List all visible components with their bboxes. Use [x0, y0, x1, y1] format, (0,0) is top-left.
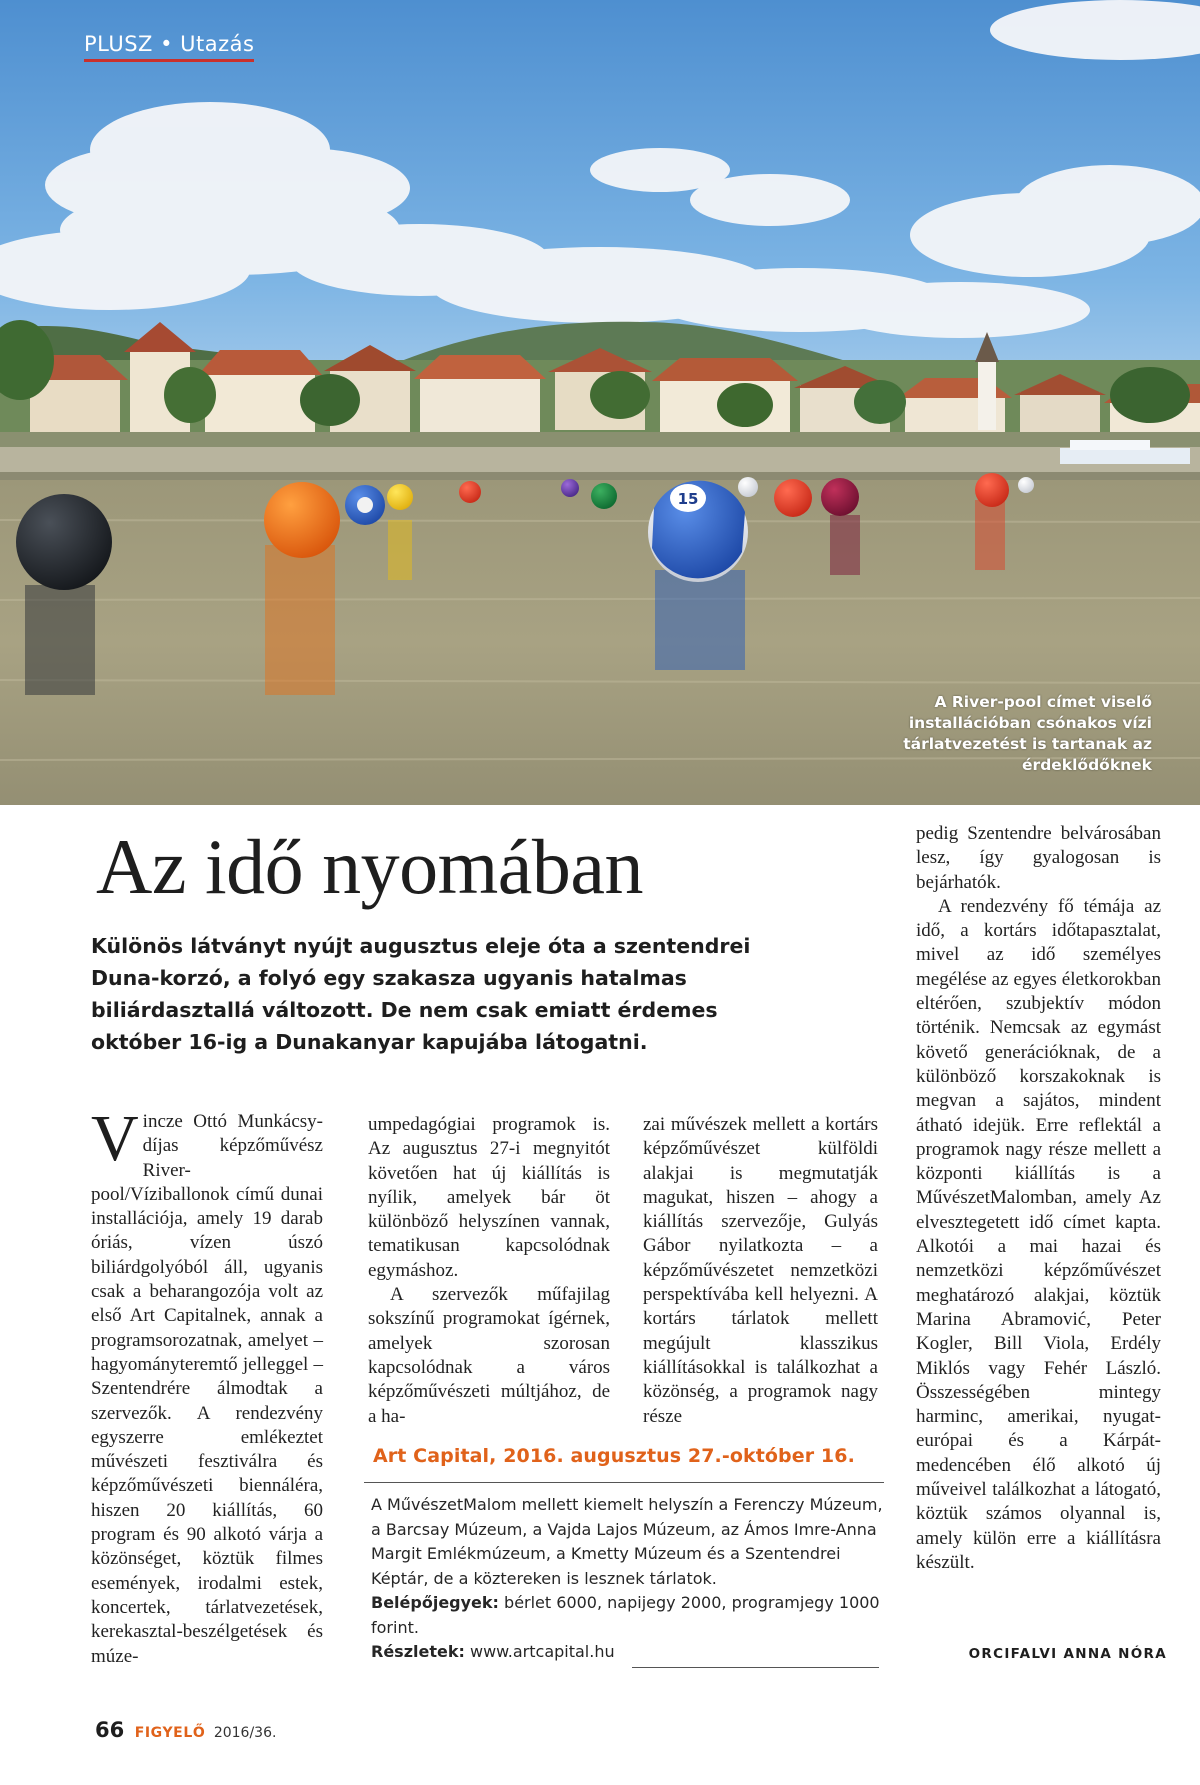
infobox-top-rule: [364, 1482, 884, 1483]
tickets-value: bérlet 6000, napijegy 2000, programjegy 1000 forint.: [371, 1593, 880, 1637]
photo-caption: A River-pool címet viselő installációban csónakos vízi tárlatvezetést is tartanak az érdeklődőknek: [903, 693, 1152, 774]
infobox-bottom-rule: [632, 1667, 879, 1668]
drop-cap: V: [91, 1102, 139, 1175]
magazine-name: FIGYELŐ: [134, 1725, 206, 1741]
ticket-info: [371, 1591, 884, 1640]
event-title: Art Capital, 2016. augusztus 27.-október 16.: [373, 1445, 855, 1467]
article-title: Az idő nyomában: [96, 823, 644, 910]
author-byline: ORCIFALVI ANNA NÓRA: [968, 1646, 1167, 1662]
paragraph: zai művészek mellett a kortárs képzőművészet külföldi alakjai is megmutatják magukat, hiszen – ahogy a kiállítás szervezője, Gulyás Gábor nyilatkozta – a képzőművészetet nemzetközi perspektívába kell helyezni. A kortárs tárlatok mellett megújult klasszikus kiállításokkal is találkozhat a közönség, a programok nagy része: [643, 1114, 878, 1427]
paragraph: pedig Szentendre belvárosában lesz, így gyalogosan is bejárhatók.: [916, 823, 1161, 893]
body-column-2: [368, 1113, 610, 1429]
paragraph: umpedagógiai programok is. Az augusztus 27-i megnyitót követően hat új kiállítás is nyílik, amelyek bár öt különböző helyszínen vannak, tematikusan kapcsolódnak egymáshoz.: [368, 1114, 610, 1281]
issue-number: 2016/36.: [213, 1725, 277, 1741]
paragraph: A szervezők műfajilag sokszínű programokat ígérnek, amelyek szorosan kapcsolódnak a város képzőművészeti múltjához, de a ha-: [368, 1284, 610, 1427]
page-footer: [95, 1718, 276, 1742]
info-box: [371, 1493, 884, 1665]
section-label: PLUSZ • Utazás: [84, 32, 254, 62]
body-column-1: [91, 1102, 323, 1669]
river-pool-photo: [0, 0, 1200, 805]
details-info: [371, 1640, 884, 1665]
tickets-label: Belépőjegyek:: [371, 1593, 499, 1612]
info-text: A MűvészetMalom mellett kiemelt helyszín a Ferenczy Múzeum, a Barcsay Múzeum, a Vajda Lajos Múzeum, az Ámos Imre-Anna Margit Emlékmúzeum, a Kmetty Múzeum és a Szentendrei Képtár, de a köztereken is lesznek tárlatok.: [371, 1495, 883, 1588]
page-number: 66: [95, 1718, 125, 1742]
website-link[interactable]: www.artcapital.hu: [469, 1642, 615, 1661]
paragraph: A rendezvény fő témája az idő, a kortárs időtapasztalat, mivel az idő személyes megélése az egyes életkorokban eltérően, szubjektív módon történik. Nemcsak az egymást követő generációknak, de a különböző korszakoknak is megvan a sajátos, mindent átható idejük. Erre reflektál a programok nagy része mellett a központi kiállítás is a MűvészetMalomban, amely Az elvesztegetett idő címet kapta. Alkotói a mai hazai és nemzetközi képzőművészet meghatározó alakjai, köztük Marina Abramović, Peter Kogler, Bill Viola, Erdély Miklós vagy Fehér László. Összességében mintegy harminc, amerikai, nyugat-európai és a Kárpát-medencében élő alkotó új műveivel találkozhat a látogató, köztük számos olyannal is, amely külön erre a kiállításra készült.: [916, 895, 1161, 1573]
body-column-3: [643, 1113, 878, 1429]
paragraph: incze Ottó Munkácsy-díjas képzőművész River-pool/Víziballonok című dunai installációja, amely 19 darab óriás, vízen úszó biliárdgolyóból áll, ugyanis csak a beharangozója volt az első Art Capitalnek, annak a programsorozatnak, amelyet – hagyományteremtő jelleggel – Szentendrére álmodtak a szervezők. A rendezvény egyszerre emlékeztet művészeti fesztiválra és képzőművészeti biennáléra, hiszen 20 kiállítás, 60 program és 90 alkotó várja a közönséget, köztük filmes események, irodalmi estek, koncertek, tárlatvezetések, kerekasztal-beszélgetések és múze-: [91, 1111, 323, 1667]
body-column-4: [916, 822, 1161, 1575]
ball-number: 15: [677, 490, 699, 508]
hero-photo: [0, 0, 1200, 805]
details-label: Részletek:: [371, 1642, 465, 1661]
article-lead: Különös látványt nyújt augusztus eleje óta a szentendrei Duna-korzó, a folyó egy szakasza ugyanis hatalmas biliárdasztallá változott. De nem csak emiatt érdemes október 16-ig a Dunakanyar kapujába látogatni.: [91, 934, 751, 1054]
